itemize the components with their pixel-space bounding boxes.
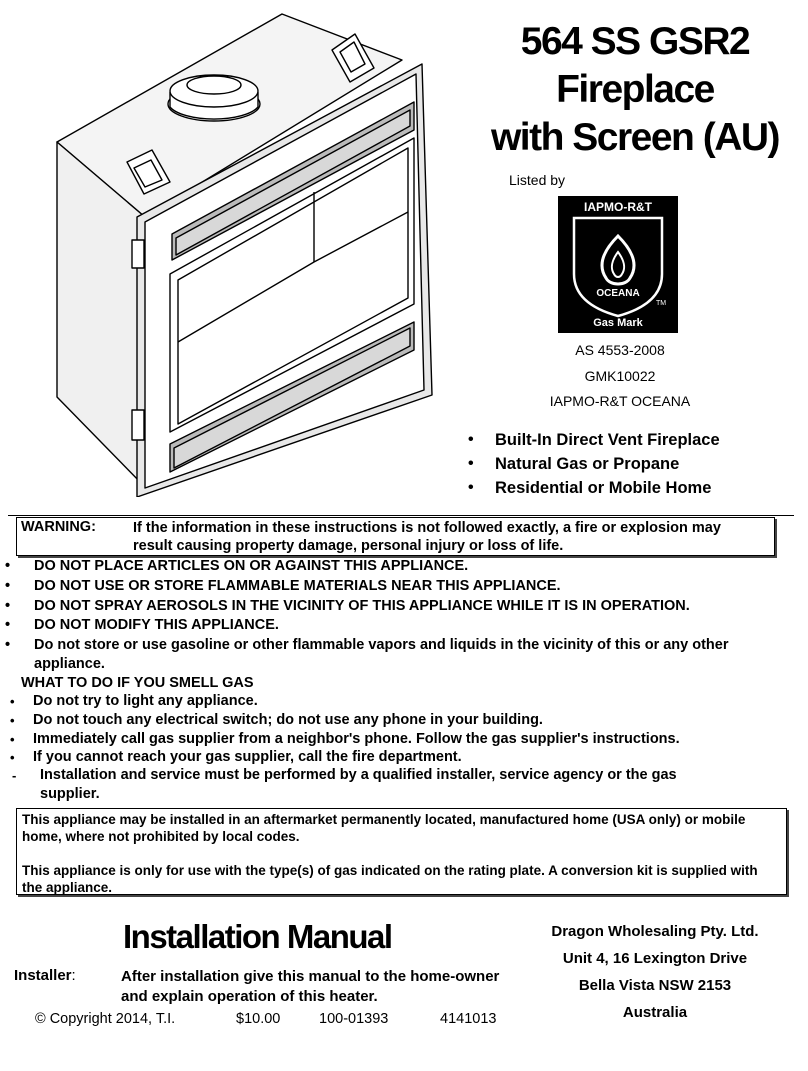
info-box	[16, 808, 787, 895]
badge-tm: TM	[655, 300, 667, 307]
distributor-name: Dragon Wholesaling Pty. Ltd.	[551, 923, 759, 940]
document-code: 4141013	[440, 1011, 497, 1027]
feature-list	[468, 428, 720, 500]
badge-top-text: IAPMO-R&T	[584, 200, 652, 214]
address-line: Bella Vista NSW 2153	[578, 977, 732, 994]
address-country: Australia	[622, 1004, 688, 1021]
badge-middle-text: OCEANA	[596, 288, 640, 299]
price: $10.00	[236, 1011, 281, 1027]
badge-bottom-text: Gas Mark	[593, 317, 643, 329]
smell-gas-heading: WHAT TO DO IF YOU SMELL GAS	[21, 675, 254, 691]
feature-item: • Natural Gas or Propane	[468, 452, 720, 476]
copyright: © Copyright 2014, T.I.	[35, 1011, 176, 1027]
cert-standard: AS 4553-2008	[575, 342, 665, 358]
title-line-3: with Screen (AU)	[490, 116, 780, 159]
feature-item: • Built-In Direct Vent Fireplace	[468, 428, 720, 452]
divider	[8, 515, 794, 516]
warning-text: If the information in these instructions is not followed exactly, a fire or explosion may result causing property damage, personal injury or loss of life.	[133, 520, 721, 554]
part-number: 100-01393	[319, 1011, 389, 1027]
address-line: Unit 4, 16 Lexington Drive	[562, 950, 748, 967]
iapmo-gas-mark-badge	[558, 196, 678, 333]
info-paragraph: This appliance may be installed in an aftermarket permanently located, manufactured home (USA only) or mobile home, where not prohibited by local codes.	[22, 812, 746, 844]
feature-item: • Residential or Mobile Home	[468, 476, 720, 500]
warning-label: WARNING:	[21, 519, 96, 535]
fireplace-illustration	[52, 12, 447, 497]
cert-listing: IAPMO-R&T OCEANA	[549, 393, 691, 409]
installer-label: Installer:	[14, 967, 76, 984]
installer-text: After installation give this manual to the home-owner and explain operation of this heater.	[121, 968, 500, 1005]
title-line-1: 564 SS GSR2	[520, 20, 750, 63]
distributor-address	[520, 918, 790, 1026]
manual-title: Installation Manual	[123, 918, 392, 955]
listed-by-label: Listed by	[509, 172, 566, 188]
info-paragraph: This appliance is only for use with the type(s) of gas indicated on the rating plate. A conversion kit is supplied with the appliance.	[22, 863, 758, 895]
warning-box	[16, 517, 775, 556]
cert-number: GMK10022	[584, 368, 656, 384]
product-title	[470, 18, 800, 162]
title-line-2: Fireplace	[556, 68, 714, 111]
